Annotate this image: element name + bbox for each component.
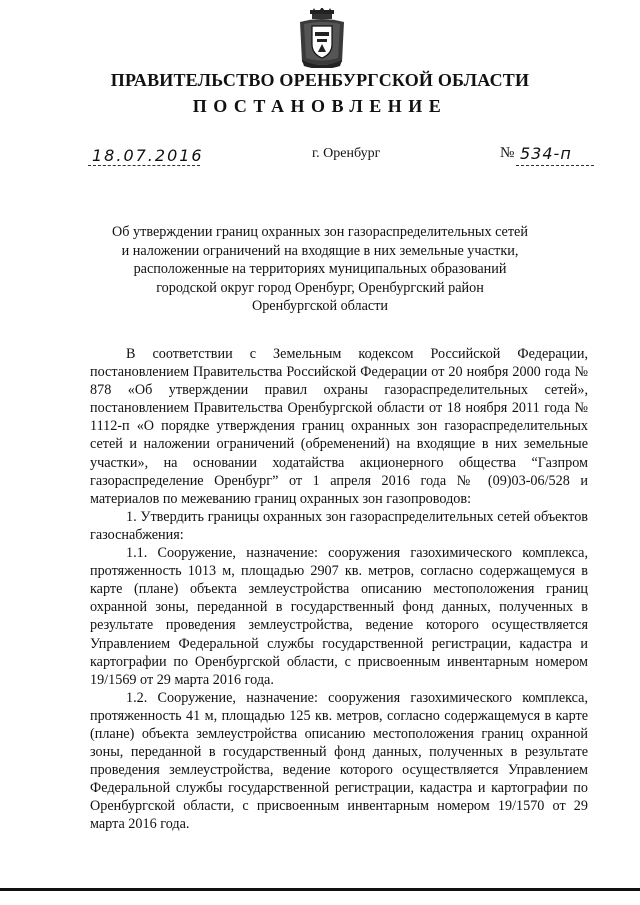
- document-number: 534-п: [520, 144, 572, 163]
- title-line: Об утверждении границ охранных зон газораспределительных сетей: [112, 224, 528, 240]
- title-line: расположенные на территориях муниципальных образований: [133, 261, 507, 278]
- clause-1-2: 1.2. Сооружение, назначение: сооружения газохимического комплекса, протяженность 41 м, площадью 125 кв. метров, согласно содержащемуся в карте (плане) объекта землеустройства описанию местоположения границ охранной зоны, переданной в государственный фонд данных, полученных в результате проведения землеустройства, ведение которого осуществляется Управлением Федеральной службы государственной регистрации, кадастра и картографии по Оренбургской области, с присвоенным инвентарным номером 19/1570 от 29 марта 2016 года.: [90, 689, 588, 833]
- page-bottom-rule: [0, 888, 640, 891]
- document-date: 18.07.2016: [92, 146, 204, 165]
- coat-of-arms-icon: [296, 8, 348, 68]
- title-line: городской округ город Оренбург, Оренбургский район: [156, 279, 484, 296]
- number-underline: [516, 165, 594, 166]
- organization-name: ПРАВИТЕЛЬСТВО ОРЕНБУРГСКОЙ ОБЛАСТИ: [110, 70, 530, 90]
- coat-of-arms-emblem: [296, 8, 348, 68]
- clause-1: 1. Утвердить границы охранных зон газораспределительных сетей объектов газоснабжения:: [90, 508, 588, 543]
- document-type: ПОСТАНОВЛЕНИЕ: [192, 96, 448, 116]
- title-line: Оренбургской области: [251, 298, 389, 315]
- number-label: №: [500, 145, 515, 161]
- document-body: [90, 345, 588, 834]
- date-underline: [88, 165, 200, 166]
- document-title: [80, 223, 560, 316]
- document-city: г. Оренбург: [312, 146, 381, 161]
- title-line: и наложении ограничений на входящие в них земельные участки,: [121, 242, 519, 259]
- preamble-paragraph: В соответствии с Земельным кодексом Российской Федерации, постановлением Правительства Российской Федерации от 20 ноября 2000 года № 878 «Об утверждении правил охраны газораспределительных сетей», постановлением Правительства Оренбургской области от 18 ноября 2011 года № 1112-п «О порядке утверждения границ охранных зон газораспределительных сетей и наложении ограничений (обременений) на входящие в них земельные участки», на основании ходатайства акционерного общества “Газпром газораспределение Оренбург” от 1 апреля 2016 года № (09)03-06/528 и материалов по межеванию границ охранных зон газопроводов:: [90, 346, 588, 507]
- clause-1-1: 1.1. Сооружение, назначение: сооружения газохимического комплекса, протяженность 1013 м, площадью 2907 кв. метров, согласно содержащемуся в карте (плане) объекта землеустройства описанию местоположения границ охранной зоны, переданной в государственный фонд данных, полученных в результате проведения землеустройства, ведение которого осуществляется Управлением Федеральной службы государственной регистрации, кадастра и картографии по Оренбургской области, с присвоенным инвентарным номером 19/1569 от 29 марта 2016 года.: [90, 545, 588, 688]
